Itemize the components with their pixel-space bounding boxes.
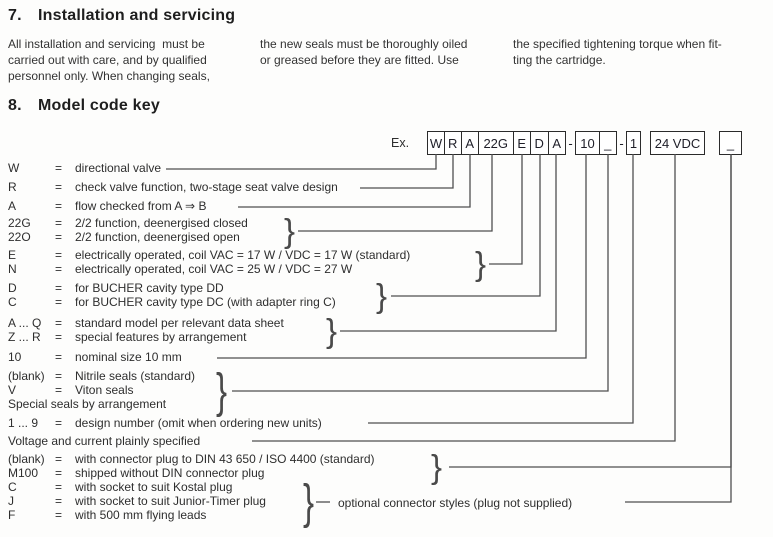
connector-line-din — [449, 154, 731, 467]
grouping-brace-e-n: } — [475, 245, 487, 282]
key-desc: check valve function, two-stage seat valve design — [75, 180, 338, 194]
paragraph-line: or greased before they are fitted. Use — [260, 53, 459, 67]
key-desc: 2/2 function, deenergised open — [75, 230, 240, 244]
key-row-design — [8, 417, 322, 430]
key-code: W — [8, 161, 20, 175]
key-code: Z ... R — [8, 330, 41, 344]
key-code: 22O — [8, 230, 31, 244]
key-code: D — [8, 281, 17, 295]
equals-sign: = — [55, 161, 63, 175]
key-code: J — [8, 494, 14, 508]
code-cell-size: 10 — [575, 131, 600, 155]
equals-sign: = — [55, 330, 63, 344]
key-desc: nominal size 10 mm — [75, 350, 182, 364]
paragraph-line: ting the cartridge. — [513, 53, 606, 67]
key-desc: Nitrile seals (standard) — [75, 369, 196, 383]
equals-sign: = — [55, 480, 63, 494]
key-row-d — [8, 282, 224, 295]
key-desc: Voltage and current plainly specified — [8, 434, 201, 448]
key-desc: shipped without DIN connector plug — [75, 466, 265, 480]
key-row-c — [8, 296, 336, 309]
key-row-w — [8, 162, 161, 175]
key-desc: flow checked from A ⇒ B — [75, 199, 207, 213]
key-desc: electrically operated, coil VAC = 25 W / VDC = 27 W — [75, 262, 353, 276]
section-7-number: 7. — [8, 7, 22, 24]
equals-sign: = — [55, 452, 63, 466]
key-desc: electrically operated, coil VAC = 17 W / VDC = 17 W (standard) — [75, 248, 411, 262]
key-desc: directional valve — [75, 161, 162, 175]
equals-sign: = — [55, 316, 63, 330]
key-code: R — [8, 180, 17, 194]
key-code: C — [8, 480, 17, 494]
key-row-a — [8, 200, 206, 213]
equals-sign: = — [55, 180, 63, 194]
size-seal-cells — [575, 131, 617, 155]
key-row-viton — [8, 384, 133, 397]
key-row-din — [8, 453, 375, 466]
key-desc: 2/2 function, deenergised closed — [75, 216, 248, 230]
connector-line-aq — [340, 154, 556, 331]
connector-line-r — [360, 154, 453, 188]
code-cell-a2: A — [548, 131, 567, 155]
key-row-r — [8, 181, 338, 194]
equals-sign: = — [55, 230, 63, 244]
key-row-special-seals — [8, 398, 166, 411]
key-code: N — [8, 262, 17, 276]
grouping-brace-connector-styles: } — [303, 474, 315, 529]
section-7-column-2 — [260, 36, 467, 68]
equals-sign: = — [55, 350, 63, 364]
key-desc: with socket to suit Junior-Timer plug — [75, 494, 266, 508]
code-cell-connector: _ — [719, 131, 742, 155]
key-row-e — [8, 249, 410, 262]
equals-sign: = — [55, 369, 63, 383]
section-7-column-1 — [8, 36, 210, 84]
grouping-brace-din: } — [431, 448, 443, 485]
connector-line-w — [166, 154, 436, 169]
key-row-22g — [8, 217, 248, 230]
key-row-zr — [8, 331, 246, 344]
equals-sign: = — [55, 383, 63, 397]
paragraph-line: the specified tightening torque when fit- — [513, 37, 722, 51]
key-code: 10 — [8, 350, 22, 364]
key-code: (blank) — [8, 452, 45, 466]
key-row-m100 — [8, 467, 264, 480]
equals-sign: = — [55, 199, 63, 213]
key-code: V — [8, 383, 17, 397]
section-7-title: Installation and servicing — [38, 7, 236, 24]
code-dash-2: - — [619, 135, 624, 151]
key-code: E — [8, 248, 17, 262]
key-code: A — [8, 199, 17, 213]
key-code: M100 — [8, 466, 39, 480]
grouping-brace-aq-zr: } — [326, 312, 338, 349]
code-cell-d: D — [530, 131, 550, 155]
paragraph-line: carried out with care, and by qualified — [8, 53, 207, 67]
key-row-aq — [8, 317, 284, 330]
grouping-brace-22g-22o: } — [284, 212, 296, 249]
key-row-kostal — [8, 481, 232, 494]
key-desc: for BUCHER cavity type DD — [75, 281, 224, 295]
grouping-brace-d-c: } — [376, 277, 388, 314]
key-row-junior-timer — [8, 495, 266, 508]
equals-sign: = — [55, 494, 63, 508]
key-desc: with connector plug to DIN 43 650 / ISO 4400 (standard) — [75, 452, 375, 466]
key-desc: Viton seals — [75, 383, 134, 397]
section-8-heading — [8, 97, 160, 115]
key-row-size — [8, 351, 182, 364]
key-row-nitrile — [8, 370, 195, 383]
equals-sign: = — [55, 295, 63, 309]
equals-sign: = — [55, 281, 63, 295]
key-row-flying-leads — [8, 509, 206, 522]
connector-line-dc — [391, 154, 540, 296]
key-desc: standard model per relevant data sheet — [75, 316, 284, 330]
connector-line-en — [489, 154, 522, 264]
equals-sign: = — [55, 466, 63, 480]
connector-line-optional — [625, 154, 731, 502]
key-row-n — [8, 263, 352, 276]
paragraph-line: the new seals must be thoroughly oiled — [260, 37, 468, 51]
key-desc: for BUCHER cavity type DC (with adapter ring C) — [75, 295, 336, 309]
section-8-title: Model code key — [38, 97, 160, 114]
code-cell-a: A — [461, 131, 480, 155]
code-dash-1: - — [568, 135, 573, 151]
model-code-cells — [427, 131, 566, 155]
key-code: A ... Q — [8, 316, 42, 330]
key-code: 1 ... 9 — [8, 416, 39, 430]
connector-line-design — [368, 154, 633, 423]
key-desc: special features by arrangement — [75, 330, 247, 344]
code-cell-seal: _ — [599, 131, 618, 155]
code-cell-22g: 22G — [478, 131, 515, 155]
key-code: C — [8, 295, 17, 309]
key-code: F — [8, 508, 16, 522]
equals-sign: = — [55, 262, 63, 276]
equals-sign: = — [55, 216, 63, 230]
key-code: (blank) — [8, 369, 45, 383]
section-8-number: 8. — [8, 97, 22, 114]
example-label: Ex. — [391, 136, 410, 150]
code-cell-e: E — [513, 131, 532, 155]
key-code: 22G — [8, 216, 31, 230]
key-row-voltage — [8, 435, 200, 448]
equals-sign: = — [55, 508, 63, 522]
paragraph-line: personnel only. When changing seals, — [8, 69, 210, 83]
key-desc: Special seals by arrangement — [8, 397, 167, 411]
code-cell-voltage: 24 VDC — [650, 131, 705, 155]
section-7-heading — [8, 7, 235, 25]
key-desc: with socket to suit Kostal plug — [75, 480, 233, 494]
optional-connector-annotation: optional connector styles (plug not supplied) — [338, 496, 573, 510]
equals-sign: = — [55, 416, 63, 430]
code-cell-design: 1 — [626, 131, 641, 155]
equals-sign: = — [55, 248, 63, 262]
paragraph-line: All installation and servicing must be — [8, 37, 205, 51]
key-desc: design number (omit when ordering new units) — [75, 416, 322, 430]
code-cell-r: R — [444, 131, 463, 155]
key-row-22o — [8, 231, 240, 244]
code-cell-w: W — [427, 131, 445, 155]
key-desc: with 500 mm flying leads — [75, 508, 207, 522]
grouping-brace-seals: } — [216, 363, 228, 418]
section-7-column-3 — [513, 36, 722, 68]
